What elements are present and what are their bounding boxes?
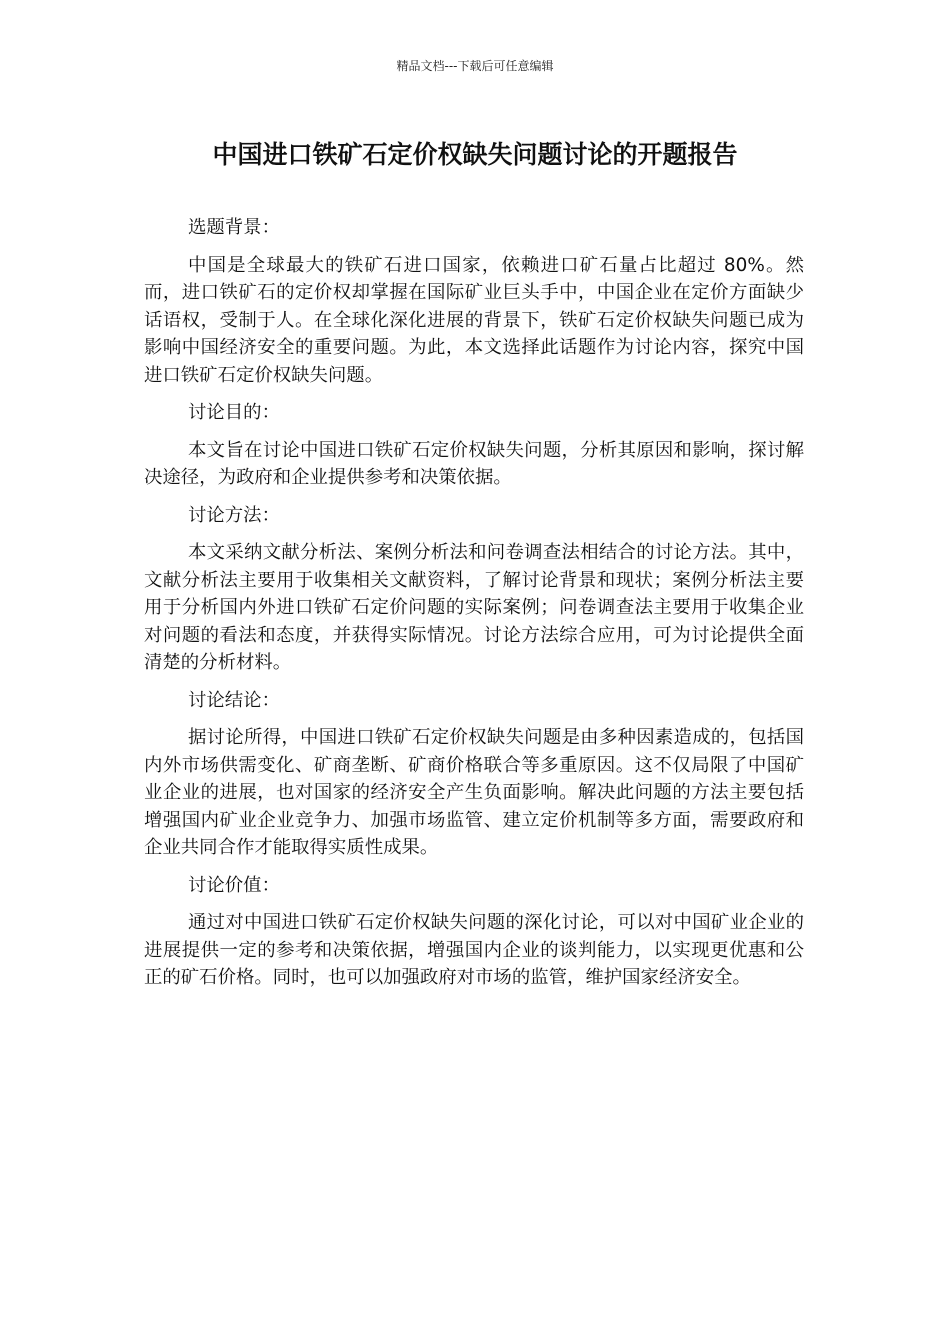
section-heading: 讨论结论： <box>188 689 280 711</box>
section-paragraph: 本文采纳文献分析法、案例分析法和问卷调查法相结合的讨论方法。其中，文献分析法主要用于收集相关文献资料，了解讨论背景和现状；案例分析法主要用于分析国内外进口铁矿石定价问题的实际案例；问卷调查法主要用于收集企业对问题的看法和态度，并获得实际情况。讨论方法综合应用，可为讨论提供全面清楚的分析材料。 <box>144 542 804 673</box>
section-methods <box>144 502 804 677</box>
section-conclusion <box>144 687 804 862</box>
section-background <box>144 214 804 389</box>
header-note: 精品文档---下载后可任意编辑 <box>396 59 554 73</box>
section-heading: 讨论方法： <box>188 504 280 526</box>
section-purpose <box>144 399 804 492</box>
section-paragraph: 通过对中国进口铁矿石定价权缺失问题的深化讨论，可以对中国矿业企业的进展提供一定的参考和决策依据，增强国内企业的谈判能力，以实现更优惠和公正的矿石价格。同时，也可以加强政府对市场的监管，维护国家经济安全。 <box>144 912 804 988</box>
section-paragraph: 中国是全球最大的铁矿石进口国家，依赖进口矿石量占比超过 80%。然而，进口铁矿石的定价权却掌握在国际矿业巨头手中，中国企业在定价方面缺少话语权，受制于人。在全球化深化进展的背景下，铁矿石定价权缺失问题已成为影响中国经济安全的重要问题。为此，本文选择此话题作为讨论内容，探究中国进口铁矿石定价权缺失问题。 <box>144 254 804 386</box>
document-body <box>144 214 804 1002</box>
section-heading: 讨论目的： <box>188 402 280 423</box>
section-value <box>144 872 804 992</box>
section-heading: 讨论价值： <box>188 874 280 896</box>
section-heading: 选题背景： <box>188 217 280 238</box>
section-paragraph: 据讨论所得，中国进口铁矿石定价权缺失问题是由多种因素造成的，包括国内外市场供需变化、矿商垄断、矿商价格联合等多重原因。这不仅局限了中国矿业企业的进展，也对国家的经济安全产生负面影响。解决此问题的方法主要包括增强国内矿业企业竞争力、加强市场监管、建立定价机制等多方面，需要政府和企业共同合作才能取得实质性成果。 <box>144 727 804 858</box>
section-paragraph: 本文旨在讨论中国进口铁矿石定价权缺失问题，分析其原因和影响，探讨解决途径，为政府和企业提供参考和决策依据。 <box>144 439 804 488</box>
document-title: 中国进口铁矿石定价权缺失问题讨论的开题报告 <box>212 140 738 169</box>
